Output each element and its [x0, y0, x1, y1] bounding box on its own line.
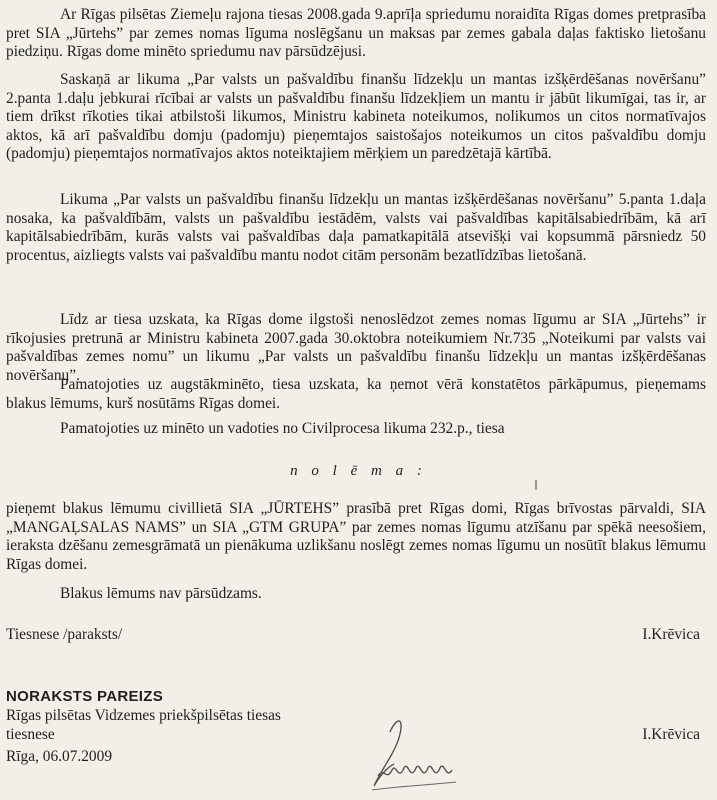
certification-role: tiesnese [6, 726, 55, 743]
paragraph-decision: pieņemt blakus lēmumu civillietā SIA „JŪRTEHS” prasībā pret Rīgas domi, Rīgas brīvostas pārvaldi, SIA „MANGAĻSALAS NAMS” un SIA „GTM GRUPA” par zemes nomas līgumu atzīšanu par spēkā neesošiem, ieraksta dzēšanu zemesgrāmatā un pienākuma uzlikšanu noslēgt zemes nomas līgumu un nosūtīt blakus lēmumu Rīgas domei. [6, 500, 706, 573]
judge-name: I.Krēvica [642, 626, 700, 643]
certification-place-date: Rīga, 06.07.2009 [6, 748, 113, 765]
handwritten-signature [360, 712, 460, 794]
certification-heading: NORAKSTS PAREIZS [6, 688, 164, 705]
paragraph-appeal: Blakus lēmums nav pārsūdzams. [60, 585, 262, 602]
judge-signoff [6, 626, 700, 645]
paragraph-5: Pamatojoties uz augstākminēto, tiesa uzskata, ka ņemot vērā konstatētos pārkāpumus, pieņemams blakus lēmums, kurš nosūtāms Rīgas domei. [6, 376, 706, 412]
certification-role-row [6, 726, 700, 745]
paragraph-2: Saskaņā ar likuma „Par valsts un pašvaldību finanšu līdzekļu un mantas izšķērdēšanas novēršanu” 2.panta 1.daļu jebkurai rīcībai ar valsts un pašvaldību finanšu līdzekļiem un mantu ir jābūt likumīgai, tas ir, ar tiem drīkst rīkoties tikai atbilstoši likumos, Ministru kabineta noteikumos, nolikumos un citos normatīvajos aktos, kā arī pašvaldību domju (padomju) pieņemtajos saistošajos noteikumos un citos pašvaldību domju (padomju) pieņemtajos normatīvajos aktos noteiktajiem mērķiem un paredzētajā kārtībā. [6, 71, 706, 163]
paragraph-3: Likuma „Par valsts un pašvaldību finanšu līdzekļu un mantas izšķērdēšanas novēršanu” 5.panta 1.daļa nosaka, ka pašvaldībām, valsts un pašvaldību iestādēm, valsts vai pašvaldības kapitālsabiedrībām, kā arī kapitālsabiedrībām, kurās valsts vai pašvaldības daļa pamatkapitālā atsevišķi vai kopsummā pārsniedz 50 procentus, aizliegts valsts vai pašvaldību mantu nodot citām personām bezatlīdzības lietošanā. [6, 191, 706, 264]
certification-name: I.Krēvica [642, 726, 700, 743]
paragraph-4: Līdz ar tiesa uzskata, ka Rīgas dome ilgstoši nenoslēdzot zemes nomas līgumu ar SIA „Jūrtehs” ir rīkojusies pretrunā ar Ministru kabineta 2007.gada 30.oktobra noteikumiem Nr.735 „Noteikumi par valsts vai pašvaldības zemes nomu” un likumu „Par valsts un pašvaldību finanšu līdzekļu un mantas izšķērdēšanas novēršanu”. [6, 311, 706, 384]
scan-speck [534, 480, 538, 490]
decision-heading: n o l ē m a : [290, 463, 427, 479]
paragraph-6: Pamatojoties uz minēto un vadoties no Civilprocesa likuma 232.p., tiesa [60, 420, 505, 437]
paragraph-1: Ar Rīgas pilsētas Ziemeļu rajona tiesas 2008.gada 9.aprīļa spriedumu noraidīta Rīgas domes pretprasība pret SIA „Jūrtehs” par zemes nomas līguma noslēgšanu un maksas par zemes gabala daļas faktisko lietošanu piedziņu. Rīgas dome minēto spriedumu nav pārsūdzējusi. [6, 6, 706, 61]
judge-label: Tiesnese /paraksts/ [6, 626, 123, 643]
certification-court: Rīgas pilsētas Vidzemes priekšpilsētas tiesas [6, 707, 281, 724]
